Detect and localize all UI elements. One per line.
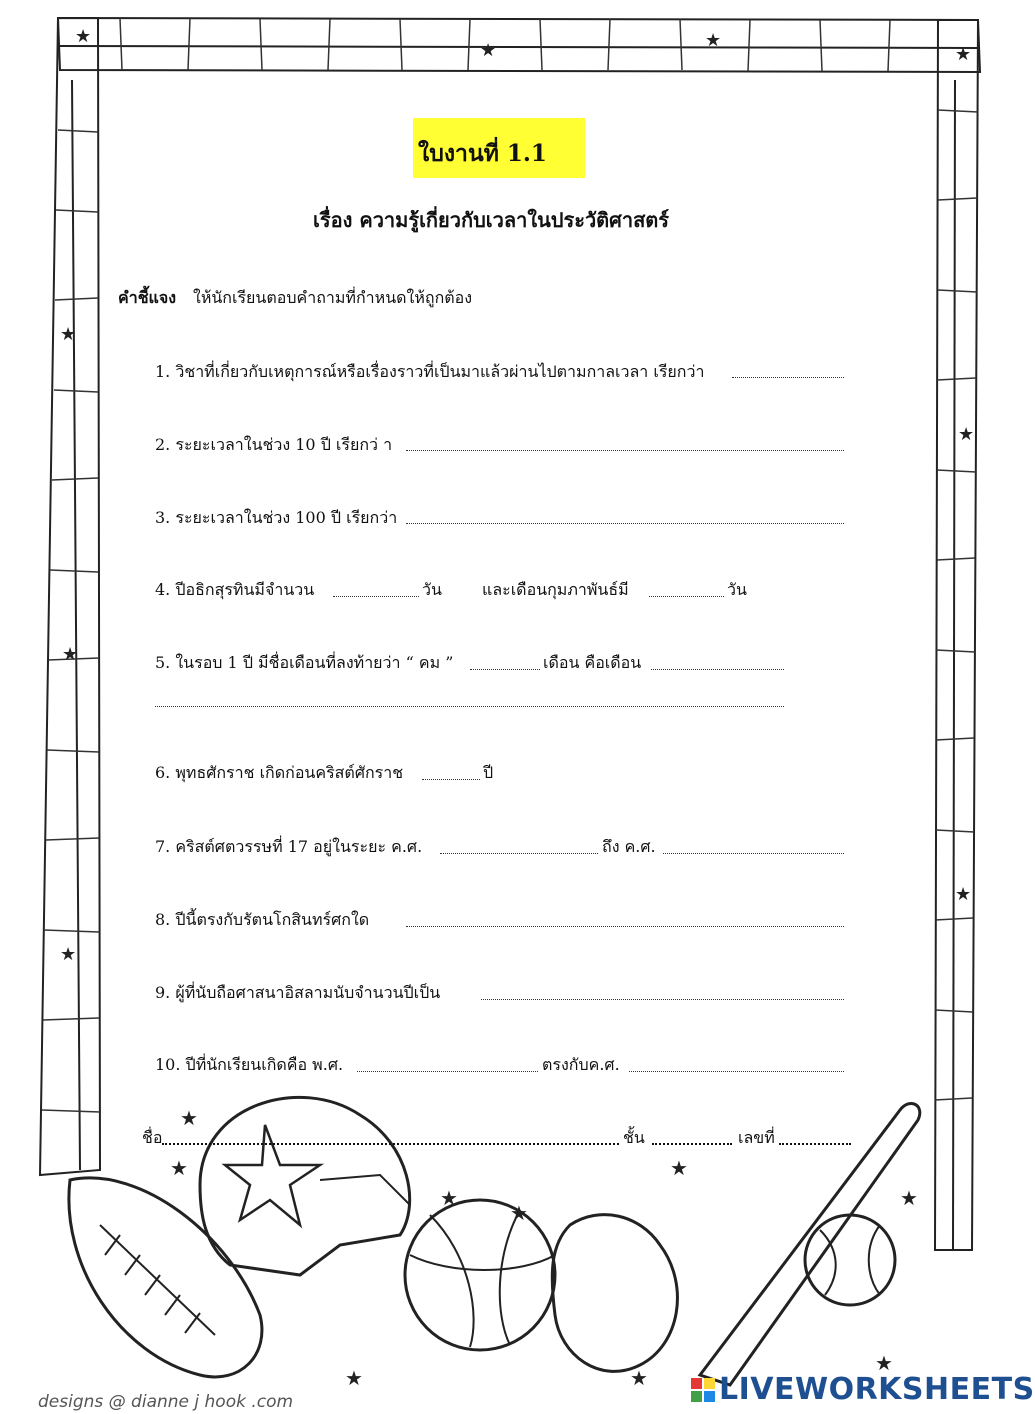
question-10-part-b: ตรงกับค.ศ. (542, 1055, 620, 1074)
answer-blank-9[interactable] (481, 999, 844, 1000)
question-10-part-a: 10. ปีที่นักเรียนเกิดคือ พ.ศ. (155, 1055, 344, 1074)
question-5-part-b: เดือน คือเดือน (543, 653, 642, 672)
question-5-part-a: 5. ในรอบ 1 ปี มีชื่อเดือนที่ลงท้ายว่า “ คม ” (155, 653, 454, 672)
svg-text:★: ★ (955, 884, 972, 905)
worksheet-subject: เรื่อง ความรู้เกี่ยวกับเวลาในประวัติศาสตร์ (313, 208, 670, 232)
question-9: 9. ผู้ที่นับถือศาสนาอิสลามนับจำนวนปีเป็น (155, 983, 441, 1002)
svg-text:★: ★ (345, 1366, 363, 1390)
answer-blank-5c[interactable] (155, 706, 784, 707)
svg-text:★: ★ (75, 26, 92, 47)
answer-blank-7a[interactable] (440, 853, 598, 854)
svg-text:★: ★ (900, 1186, 918, 1210)
question-4-part-b: วัน (422, 580, 442, 599)
name-label: ชื่อ (142, 1128, 163, 1147)
svg-text:★: ★ (480, 40, 497, 61)
svg-text:★: ★ (958, 424, 975, 445)
question-4-part-d: วัน (727, 580, 747, 599)
number-label: เลขที่ (738, 1128, 775, 1147)
instruction-text: ให้นักเรียนตอบคำถามที่กำหนดให้ถูกต้อง (193, 288, 473, 307)
svg-text:★: ★ (60, 324, 77, 345)
answer-blank-4a[interactable] (333, 596, 419, 597)
question-6-part-b: ปี (483, 763, 494, 782)
worksheet-title: ใบงานที่ 1.1 (418, 140, 547, 167)
question-7-part-a: 7. คริสต์ศตวรรษที่ 17 อยู่ในระยะ ค.ศ. (155, 837, 423, 856)
svg-text:★: ★ (705, 30, 722, 51)
svg-text:★: ★ (875, 1351, 893, 1375)
question-8: 8. ปีนี้ตรงกับรัตนโกสินทร์ศกใด (155, 910, 370, 929)
answer-blank-6[interactable] (422, 779, 480, 780)
svg-text:★: ★ (510, 1201, 528, 1225)
svg-text:★: ★ (170, 1156, 188, 1180)
answer-blank-5a[interactable] (470, 669, 540, 670)
svg-text:★: ★ (62, 644, 79, 665)
question-4-part-a: 4. ปีอธิกสุรทินมีจำนวน (155, 580, 315, 599)
svg-text:★: ★ (955, 44, 972, 65)
question-6-part-a: 6. พุทธศักราช เกิดก่อนคริสต์ศักราช (155, 763, 404, 782)
designer-credit: designs @ dianne j hook .com (38, 1392, 294, 1412)
instruction-label: คำชี้แจง (118, 288, 177, 307)
answer-blank-10b[interactable] (629, 1071, 844, 1072)
liveworksheets-logo-icon (690, 1377, 716, 1403)
liveworksheets-brand: LIVEWORKSHEETS (719, 1372, 1035, 1407)
svg-text:★: ★ (440, 1186, 458, 1210)
question-7-part-b: ถึง ค.ศ. (602, 837, 656, 856)
name-field[interactable] (162, 1143, 619, 1145)
question-2: 2. ระยะเวลาในช่วง 10 ปี เรียกว่ า (155, 435, 393, 454)
answer-blank-1[interactable] (732, 377, 844, 378)
question-1: 1. วิชาที่เกี่ยวกับเหตุการณ์หรือเรื่องราวที่เป็นมาแล้วผ่านไปตามกาลเวลา เรียกว่า (155, 362, 705, 381)
class-field[interactable] (652, 1143, 732, 1145)
answer-blank-5b[interactable] (651, 669, 784, 670)
svg-text:★: ★ (630, 1366, 648, 1390)
answer-blank-3[interactable] (406, 523, 844, 524)
number-field[interactable] (779, 1143, 851, 1145)
answer-blank-10a[interactable] (357, 1071, 538, 1072)
answer-blank-7b[interactable] (663, 853, 844, 854)
class-label: ชั้น (623, 1128, 645, 1147)
answer-blank-4b[interactable] (649, 596, 724, 597)
question-3: 3. ระยะเวลาในช่วง 100 ปี เรียกว่า (155, 508, 398, 527)
svg-text:★: ★ (670, 1156, 688, 1180)
svg-text:★: ★ (60, 944, 77, 965)
svg-text:★: ★ (180, 1106, 198, 1130)
question-4-part-c: และเดือนกุมภาพันธ์มี (482, 580, 629, 599)
answer-blank-2[interactable] (406, 450, 844, 451)
answer-blank-8[interactable] (406, 926, 844, 927)
